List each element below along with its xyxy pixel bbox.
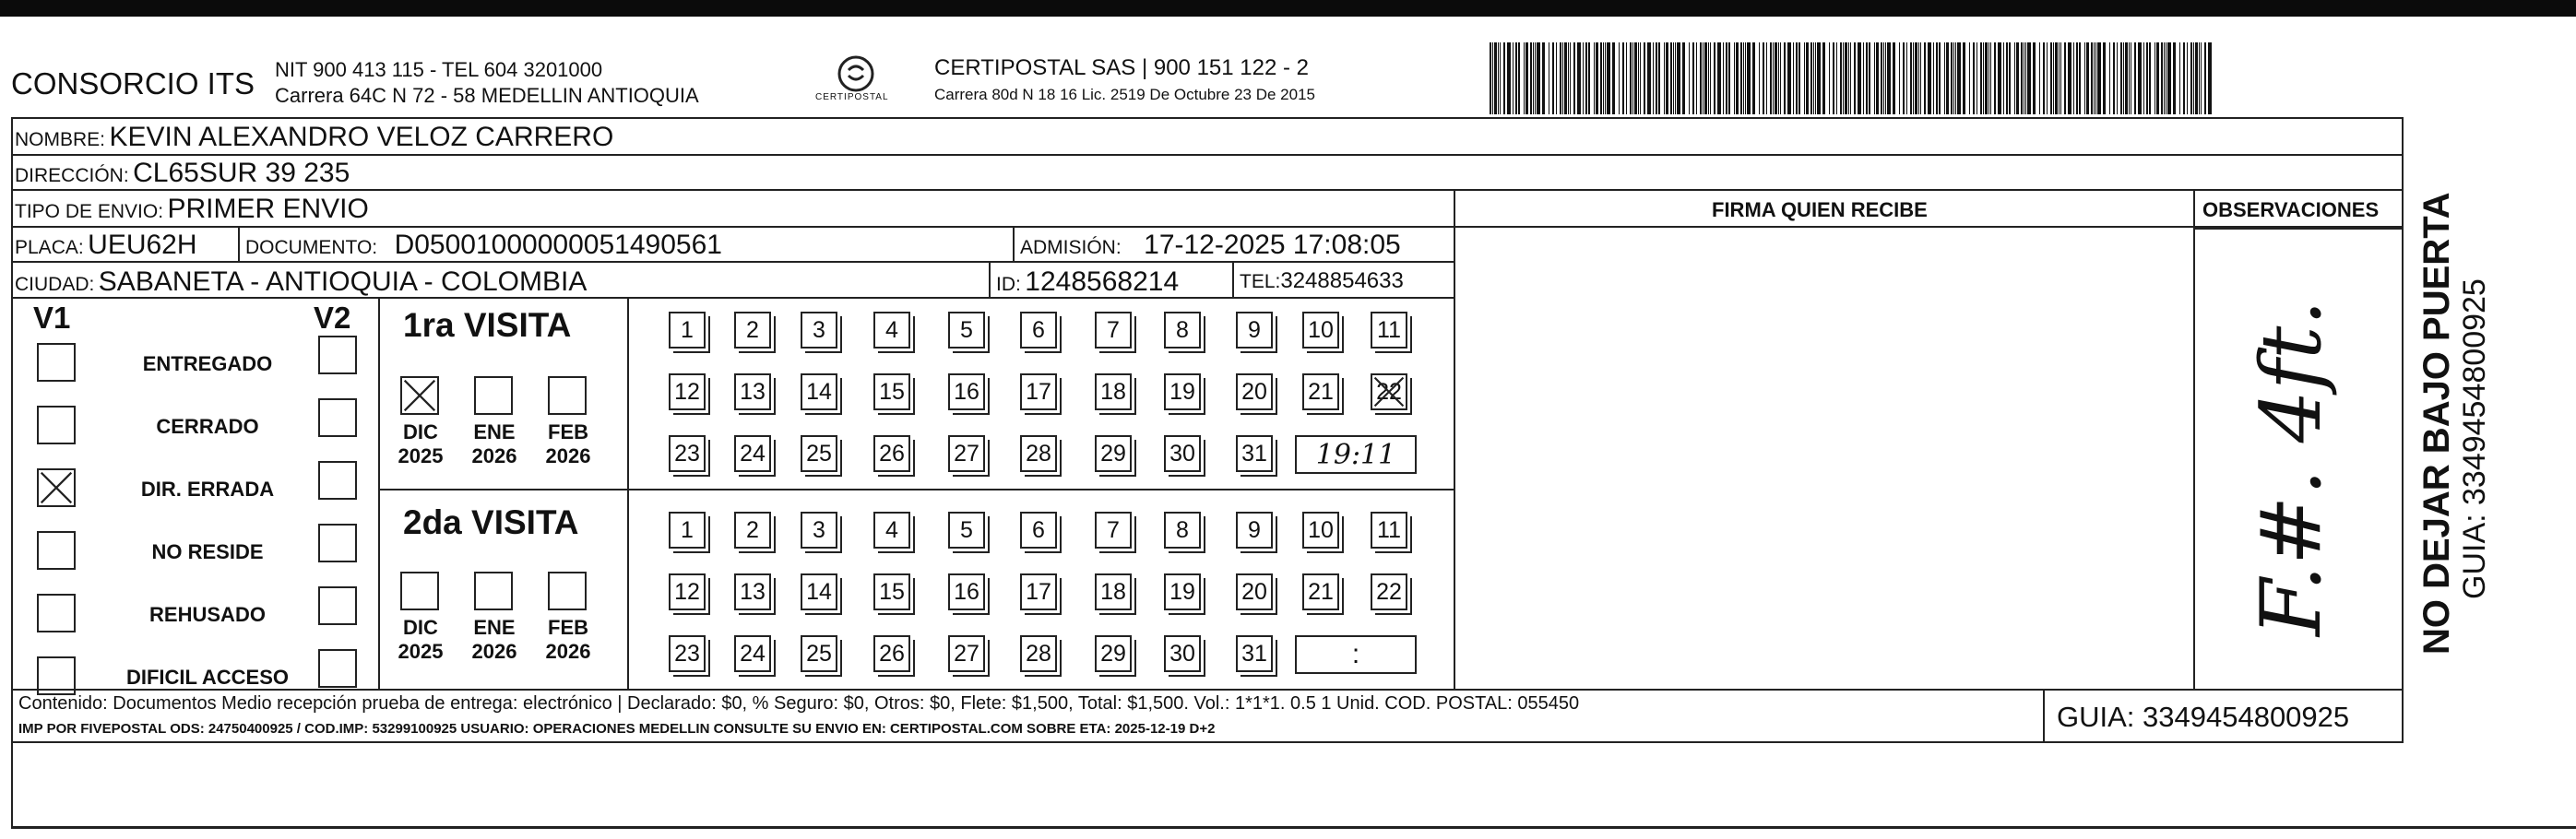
day-number: 27 [954,640,979,667]
day-box[interactable] [1236,512,1273,549]
bottom-rule [11,826,2576,829]
day-number: 5 [960,516,973,543]
v1-checkbox[interactable] [37,531,76,570]
day-box[interactable] [801,435,837,472]
day-box[interactable] [1236,635,1273,672]
day-box[interactable] [669,512,706,549]
first-visit-title: 1ra VISITA [403,306,572,344]
day-number: 16 [954,378,979,405]
day-number: 7 [1107,316,1120,343]
name-value: KEVIN ALEXANDRO VELOZ CARRERO [109,122,614,152]
address-label: DIRECCIÓN: [15,165,129,186]
day-box[interactable] [1302,312,1339,349]
day-box[interactable] [873,373,910,410]
month-checkbox[interactable] [400,572,439,610]
month-name: ENE [473,420,516,443]
rule [1232,261,1234,298]
day-number: 16 [954,578,979,605]
month-year: 2026 [545,444,591,467]
company-name: CONSORCIO ITS [11,66,255,100]
day-box[interactable] [1164,312,1201,349]
day-number: 13 [740,578,766,605]
day-box[interactable] [873,435,910,472]
month-checkbox[interactable] [474,572,513,610]
day-number: 13 [740,378,766,405]
day-box[interactable] [1236,435,1273,472]
v1-checkbox[interactable] [37,406,76,444]
day-box[interactable] [1095,435,1132,472]
day-box[interactable] [1164,635,1201,672]
day-box[interactable] [1095,373,1132,410]
address-row [15,158,350,189]
day-box[interactable] [1164,435,1201,472]
signature-column-header: FIRMA QUIEN RECIBE [1712,198,1928,221]
day-box[interactable] [1020,312,1057,349]
month-checkbox[interactable] [548,572,587,610]
v1-checkbox[interactable] [37,594,76,632]
month-name: DIC [403,420,438,443]
day-box[interactable] [1371,512,1407,549]
day-number: 23 [674,640,700,667]
day-box[interactable] [1302,512,1339,549]
day-box[interactable] [669,635,706,672]
day-number: 26 [879,640,905,667]
day-box[interactable] [1236,312,1273,349]
day-box[interactable] [669,373,706,410]
observations-column-header: OBSERVACIONES [2202,198,2380,221]
day-box[interactable] [1095,573,1132,610]
day-box[interactable] [1095,635,1132,672]
footer-print-line: IMP POR FIVEPOSTAL ODS: 24750400925 / COD.IMP: 53299100925 USUARIO: OPERACIONES MEDELLIN CONSULTE SU ENVIO EN: CERTIPOSTAL.COM SOBRE ETA: 2025-12-19 D+2 [18,721,1216,737]
day-number: 6 [1032,316,1045,343]
day-box[interactable] [948,635,985,672]
day-box[interactable] [1020,512,1057,549]
tel-label: TEL: [1240,271,1281,292]
rule [378,297,380,691]
time-box[interactable] [1295,635,1417,674]
day-number: 14 [806,578,832,605]
day-box[interactable] [1236,573,1273,610]
day-number: 10 [1308,316,1334,343]
rule [11,261,1455,263]
day-number: 31 [1241,440,1267,467]
day-box[interactable] [734,573,771,610]
rule [2043,689,2045,743]
name-label: NOMBRE: [15,129,106,150]
day-number: 20 [1241,378,1267,405]
status-label: DIFICIL ACCESO [125,666,289,689]
day-number: 9 [1248,316,1261,343]
day-box[interactable] [1302,573,1339,610]
day-number: 22 [1376,578,1402,605]
day-number: 4 [885,516,898,543]
v2-checkbox[interactable] [318,524,357,562]
day-box[interactable] [801,312,837,349]
day-box[interactable] [873,512,910,549]
check-x-icon [402,378,437,413]
document-value: D05001000000051490561 [394,230,722,260]
month-checkbox[interactable] [474,376,513,415]
day-box[interactable] [801,512,837,549]
day-number: 17 [1026,378,1051,405]
day-number: 3 [813,316,825,343]
status-label: NO RESIDE [151,540,264,563]
day-number: 31 [1241,640,1267,667]
v1-checkbox[interactable] [37,343,76,382]
second-visit-title: 2da VISITA [403,503,579,541]
day-number: 21 [1308,578,1334,605]
v2-checkbox[interactable] [318,649,357,688]
side-warning: NO DEJAR BAJO PUERTA [2416,192,2457,655]
day-box[interactable] [1236,373,1273,410]
footer-contents-line: Contenido: Documentos Medio recepción prueba de entrega: electrónico | Declarado: $0, % Seguro: $0, Otros: $0, Flete: $1,500, Total: $1,500. Vol.: 1*1*1. 0.5 1 Unid. COD. POSTAL: 055450 [18,693,1580,714]
day-box[interactable] [734,635,771,672]
shipment-type-label: TIPO DE ENVIO: [15,201,164,222]
day-number: 21 [1308,378,1334,405]
id-value: 1248568214 [1025,266,1180,297]
month-checkbox[interactable] [400,376,439,415]
month-name: ENE [473,616,516,639]
rule [238,226,240,262]
day-box[interactable] [669,312,706,349]
day-number: 4 [885,316,898,343]
guide-number: GUIA: 3349454800925 [2057,701,2350,733]
day-box[interactable] [1095,512,1132,549]
v2-checkbox[interactable] [318,461,357,500]
day-box[interactable] [1164,512,1201,549]
day-number: 18 [1100,378,1126,405]
handwritten-observation: F.#. 4ft. [2243,299,2340,636]
day-box[interactable] [801,573,837,610]
day-number: 28 [1026,640,1051,667]
day-box[interactable] [1164,373,1201,410]
barcode [1490,42,2218,114]
day-box[interactable] [873,573,910,610]
day-box[interactable] [1020,635,1057,672]
day-box[interactable] [948,573,985,610]
day-box[interactable] [1371,373,1407,410]
day-box[interactable] [801,373,837,410]
day-number: 12 [674,578,700,605]
day-box[interactable] [1020,435,1057,472]
month-label [393,420,448,468]
plate-row [15,230,197,261]
day-number: 25 [806,440,832,467]
day-number: 6 [1032,516,1045,543]
day-box[interactable] [669,435,706,472]
day-number: 14 [806,378,832,405]
day-number: 9 [1248,516,1261,543]
day-number: 2 [746,516,759,543]
status-label: DIR. ERRADA [140,478,275,501]
v1-checkbox[interactable] [37,656,76,695]
side-guide: GUIA: 3349454800925 [2457,278,2492,599]
check-x-icon [1372,375,1406,408]
tel-value: 3248854633 [1280,268,1404,293]
day-number: 12 [674,378,700,405]
logo-caption: CERTIPOSTAL [815,92,889,102]
month-name: FEB [548,616,588,639]
day-box[interactable] [801,635,837,672]
day-number: 24 [740,640,766,667]
month-year: 2025 [398,444,444,467]
company-info [275,57,699,109]
month-label [467,616,522,664]
v2-header: V2 [314,301,351,335]
rule [11,189,2404,191]
day-number: 15 [879,578,905,605]
day-number: 10 [1308,516,1334,543]
day-box[interactable] [948,512,985,549]
month-year: 2026 [471,444,517,467]
day-box[interactable] [734,312,771,349]
time-value: 19:11 [1315,438,1396,471]
v1-checkbox[interactable] [37,468,76,507]
day-number: 30 [1169,640,1195,667]
day-number: 17 [1026,578,1051,605]
admission-value: 17-12-2025 17:08:05 [1144,230,1401,260]
address-line: Carrera 64C N 72 - 58 MEDELLIN ANTIOQUIA [275,84,699,107]
id-label: ID: [996,274,1021,295]
day-box[interactable] [948,373,985,410]
admission-label: ADMISIÓN: [1020,237,1122,258]
v2-checkbox[interactable] [318,586,357,625]
month-label [540,616,596,664]
day-box[interactable] [1371,312,1407,349]
rule [627,297,629,691]
shipment-type-value: PRIMER ENVIO [167,194,369,224]
day-number: 30 [1169,440,1195,467]
certipostal-line: CERTIPOSTAL SAS | 900 151 122 - 2 [934,55,1309,80]
day-number: 19 [1169,378,1195,405]
day-box[interactable] [1371,573,1407,610]
day-box[interactable] [948,312,985,349]
day-box[interactable] [948,435,985,472]
month-year: 2026 [545,640,591,663]
day-number: 26 [879,440,905,467]
day-number: 24 [740,440,766,467]
day-number: 11 [1377,316,1401,343]
day-box[interactable] [1164,573,1201,610]
month-label [540,420,596,468]
shipment-type-row [15,194,369,225]
day-box[interactable] [669,573,706,610]
day-box[interactable] [1020,573,1057,610]
day-number: 1 [681,516,694,543]
month-label [393,616,448,664]
day-box[interactable] [734,373,771,410]
month-label [467,420,522,468]
v1-header: V1 [33,301,71,335]
status-label: CERRADO [156,415,259,438]
name-row [15,122,613,153]
time-box[interactable] [1295,435,1417,474]
city-value: SABANETA - ANTIOQUIA - COLOMBIA [98,266,588,297]
rule [989,261,991,298]
rule [11,743,13,828]
rule [11,154,2404,156]
status-label: ENTREGADO [142,352,273,375]
day-number: 5 [960,316,973,343]
status-label: REHUSADO [149,603,266,626]
time-value: : [1351,639,1360,669]
day-box[interactable] [1020,373,1057,410]
plate-value: UEU62H [88,230,197,260]
day-number: 29 [1100,440,1126,467]
day-number: 3 [813,516,825,543]
month-name: DIC [403,616,438,639]
month-year: 2025 [398,640,444,663]
city-label: CIUDAD: [15,274,95,295]
day-number: 11 [1377,516,1401,543]
v2-checkbox[interactable] [318,336,357,374]
day-number: 2 [746,316,759,343]
day-box[interactable] [734,435,771,472]
day-number: 28 [1026,440,1051,467]
month-checkbox[interactable] [548,376,587,415]
nit-line: NIT 900 413 115 - TEL 604 3201000 [275,58,603,81]
month-name: FEB [548,420,588,443]
day-box[interactable] [873,312,910,349]
certipostal-address: Carrera 80d N 18 16 Lic. 2519 De Octubre 23 De 2015 [934,86,1315,103]
day-number: 1 [681,316,694,343]
day-box[interactable] [734,512,771,549]
day-number: 20 [1241,578,1267,605]
day-number: 23 [674,440,700,467]
rule [2195,228,2404,230]
rule [1454,189,1455,691]
day-box[interactable] [873,635,910,672]
document-label: DOCUMENTO: [245,237,378,258]
admission-row [1020,230,1401,261]
city-row [15,266,587,298]
day-number: 27 [954,440,979,467]
day-number: 7 [1107,516,1120,543]
day-number: 8 [1176,516,1189,543]
id-row [996,266,1179,298]
top-scan-band [0,0,2576,17]
day-number: 8 [1176,316,1189,343]
v2-checkbox[interactable] [318,398,357,437]
day-box[interactable] [1095,312,1132,349]
day-number: 18 [1100,578,1126,605]
plate-label: PLACA: [15,237,84,258]
day-number: 25 [806,640,832,667]
shipping-form [11,117,2404,743]
rule [2193,189,2195,691]
address-value: CL65SUR 39 235 [133,158,350,188]
day-number: 15 [879,378,905,405]
rule [380,489,1455,490]
day-box[interactable] [1302,373,1339,410]
rule [11,226,2404,228]
day-number: 22 [1376,378,1402,405]
check-x-icon [39,470,74,505]
tel-row [1240,268,1404,294]
rule [1013,226,1015,262]
month-year: 2026 [471,640,517,663]
day-number: 19 [1169,578,1195,605]
day-number: 29 [1100,640,1126,667]
document-row [245,230,722,261]
